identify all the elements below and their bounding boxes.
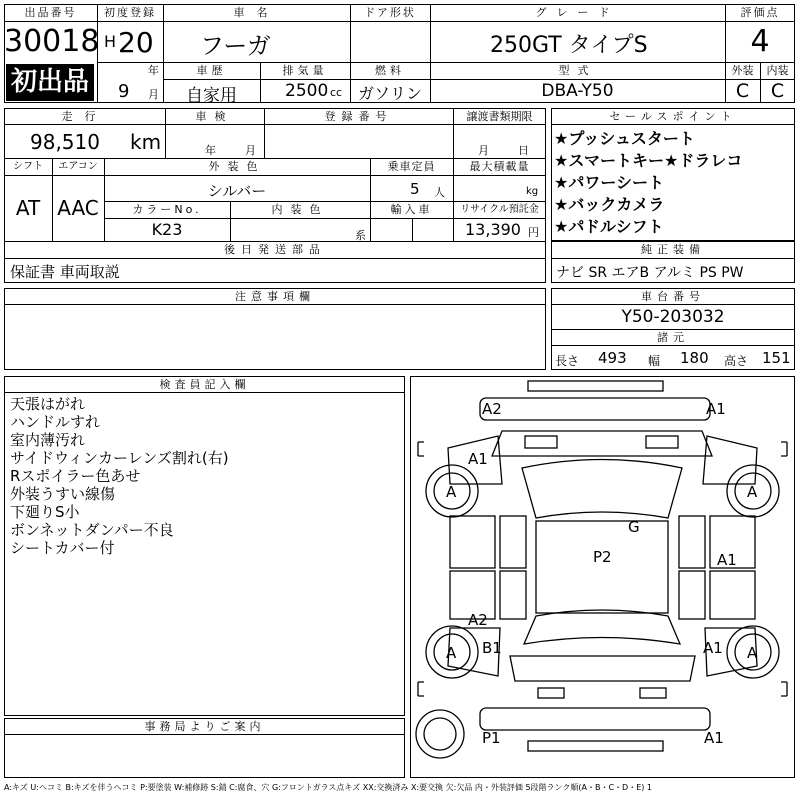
later-parts-label: 後日発送部品 (224, 243, 326, 256)
shift-label: シフト (13, 161, 43, 172)
rear-bumper-shape (480, 708, 710, 730)
int-color-unit: 系 (355, 229, 366, 242)
mark-cabin: P2 (593, 548, 612, 566)
caution-label: 注意事項欄 (235, 290, 315, 303)
displacement-unit: cc (330, 86, 343, 99)
chassis-number: Y50-203032 (621, 307, 725, 327)
inspection-year-unit: 年 (205, 144, 216, 157)
color-no: K23 (151, 220, 183, 239)
equipment-label: 純正装備 (641, 243, 705, 256)
inspection-month-unit: 月 (245, 144, 256, 157)
car-name: フーガ (200, 32, 271, 60)
capacity: 5 (410, 180, 420, 198)
inspector-label: 検査員記入欄 (159, 378, 250, 391)
history-label: 車歴 (196, 64, 227, 77)
model: DBA-Y50 (541, 81, 614, 101)
exterior-label: 外装 (731, 64, 754, 77)
mark-roof: G (628, 518, 640, 536)
mark-right-rear: A1 (703, 639, 723, 657)
spare-tire-shape (416, 710, 464, 758)
inspector-note: 下廻りS小 (10, 503, 80, 521)
mileage-label: 走行 (61, 110, 108, 123)
handover-month-unit: 月 (478, 144, 489, 157)
mark-left-rear-lower: B1 (482, 639, 502, 657)
displacement-label: 排気量 (282, 64, 328, 77)
capacity-label: 乗車定員 (387, 160, 436, 173)
length-label: 長さ (555, 354, 580, 368)
sales-points-label: セールスポイント (609, 110, 737, 123)
history: 自家用 (186, 86, 237, 106)
chassis-label: 車台番号 (641, 290, 705, 303)
shift: AT (15, 196, 41, 220)
dims-label: 諸元 (657, 331, 689, 344)
mark-bottom-right: A1 (704, 729, 724, 747)
mileage: 98,510 (30, 130, 100, 154)
door-label: ドア形状 (364, 6, 416, 19)
sales-point-item: ★バックカメラ (554, 195, 665, 214)
mark-right-side: A1 (717, 551, 737, 569)
fuel: ガソリン (357, 84, 422, 103)
reg-month: 9 (118, 81, 130, 102)
load-label: 最大積載量 (469, 160, 530, 173)
lot-no-label: 出品番号 (24, 6, 77, 19)
reg-no-label: 登録番号 (324, 110, 393, 123)
inspector-notes (10, 395, 400, 557)
load-unit: kg (526, 186, 539, 197)
reg-year: 20 (118, 26, 154, 59)
car-diagram (410, 376, 795, 778)
height: 151 (762, 349, 791, 367)
mileage-unit: km (130, 130, 162, 154)
ext-color: シルバー (207, 182, 267, 200)
inspector-note: サイドウィンカーレンズ割れ(右) (10, 449, 229, 467)
car-name-label: 車名 (233, 6, 280, 19)
mark-wheel-rr: A (747, 644, 758, 662)
mark-wheel-fl: A (446, 483, 457, 501)
interior-grade: C (770, 80, 785, 102)
inspector-note: 室内薄汚れ (10, 431, 86, 449)
sales-point-item: ★スマートキー★ドラレコ (554, 151, 743, 170)
lot-number: 30018 (4, 24, 100, 59)
inspector-note: ハンドルすれ (10, 413, 101, 431)
aircon-label: エアコン (58, 161, 98, 172)
height-label: 高さ (724, 354, 749, 368)
mark-bottom-left: P1 (482, 729, 501, 747)
score-label: 評価点 (740, 6, 780, 19)
inspector-note: ボンネットダンパー不良 (10, 521, 174, 539)
displacement: 2500 (285, 81, 329, 101)
grade-label: グレード (535, 6, 620, 19)
sales-points-list (554, 128, 794, 238)
color-no-label: カラーNo. (132, 203, 202, 216)
width-label: 幅 (648, 354, 661, 368)
recycle: 13,390 (465, 220, 521, 239)
import-label: 輸入車 (390, 203, 433, 216)
inspector-note: Rスポイラー色あせ (10, 467, 141, 485)
inspector-note: 外装うすい線傷 (10, 485, 116, 503)
int-color-label: 内装色 (271, 203, 329, 216)
legend: A:キズ U:ヘコミ B:キズを伴うヘコミ P:要塗装 W:補修跡 S:錆 C:腐食、穴 G:フロントガラス点キズ XX:交換済み X:要交換 欠:欠品 内・外装評価 5段階ランク順(A・B・C・D・E) 1 (4, 783, 653, 792)
grade: 250GT タイプS (490, 33, 648, 58)
interior-label: 内装 (766, 64, 789, 77)
month-unit: 月 (148, 88, 159, 101)
sales-point-item: ★パドルシフト (554, 217, 664, 236)
handover-day-unit: 日 (518, 144, 529, 157)
first-reg-label: 初度登録 (104, 6, 156, 19)
first-listing-text: 初出品 (10, 67, 89, 97)
roof-shape (536, 521, 668, 613)
width: 180 (680, 349, 709, 367)
front-bumper-shape (480, 398, 710, 420)
capacity-unit: 人 (434, 186, 445, 199)
length: 493 (598, 349, 627, 367)
sales-point-item: ★パワーシート (554, 173, 665, 192)
mark-wheel-rl: A (446, 644, 457, 662)
equipment: ナビ SR エアB アルミ PS PW (556, 265, 744, 281)
fuel-label: 燃料 (375, 64, 405, 77)
score: 4 (750, 24, 770, 59)
ext-color-label: 外装色 (208, 160, 266, 173)
aircon: AAC (57, 196, 99, 220)
exterior-grade: C (735, 80, 750, 102)
inspection-label: 車検 (195, 110, 234, 123)
year-unit: 年 (148, 64, 159, 77)
recycle-unit: 円 (528, 226, 539, 239)
mark-top-left: A2 (482, 400, 502, 418)
mark-left-rear: A2 (468, 611, 488, 629)
later-parts: 保証書 車両取説 (10, 263, 120, 281)
sales-point-item: ★プッシュスタート (554, 129, 695, 148)
recycle-label: リサイクル預託金 (460, 204, 539, 215)
handover-label: 譲渡書類期限 (466, 110, 533, 123)
inspector-note: シートカバー付 (10, 539, 115, 557)
mark-wheel-fr: A (747, 483, 758, 501)
office-label: 事務局よりご案内 (144, 720, 265, 733)
mark-top-right: A1 (706, 400, 726, 418)
mark-hood-left: A1 (468, 450, 488, 468)
model-label: 型式 (558, 64, 597, 77)
inspector-note: 天張はがれ (10, 395, 86, 413)
era: H (104, 32, 117, 51)
